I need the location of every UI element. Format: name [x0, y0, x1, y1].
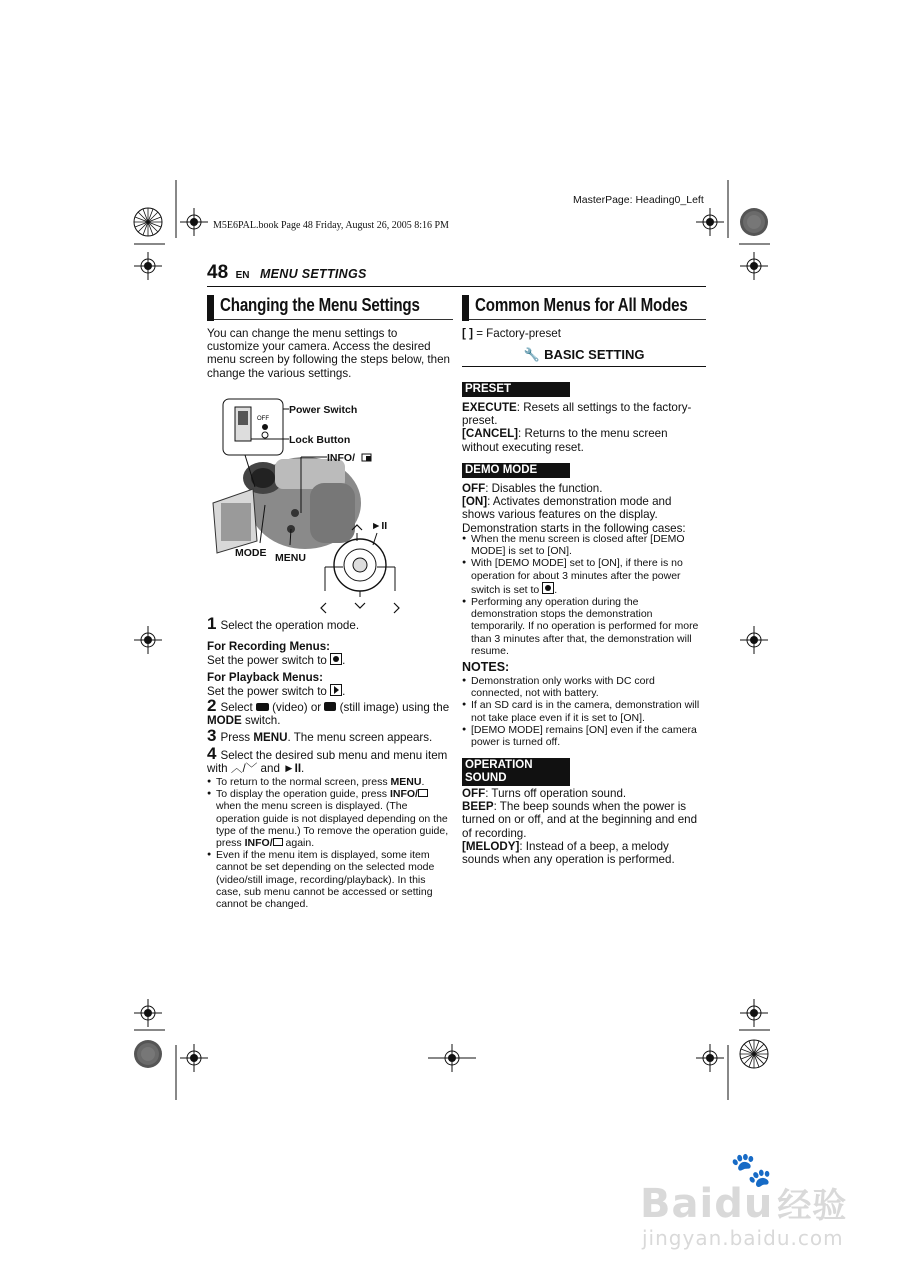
bullet-1-a: To return to the normal screen, press: [216, 776, 388, 788]
list-item: [462, 699, 706, 723]
play-pause-label: ►II: [371, 520, 388, 532]
recording-menus-title: For Recording Menus:: [207, 640, 331, 653]
preset-desc: [462, 401, 706, 454]
recording-menus: For Recording Menus: Set the power switch to .: [207, 640, 453, 667]
step-1-number: 1: [207, 614, 217, 633]
right-heading-text: Common Menus for All Modes: [475, 295, 688, 315]
step-2-c: (still image) using the: [339, 701, 450, 714]
demo-bullet-2-end: .: [554, 583, 558, 596]
dpad: [334, 539, 386, 591]
list-item: [207, 776, 451, 788]
right-heading: [462, 293, 706, 320]
camcorder-body: [213, 457, 361, 553]
step-2: [207, 696, 453, 728]
power-switch-label: Power Switch: [289, 404, 358, 416]
demo-off-value: : Disables the function.: [485, 482, 603, 495]
recording-menus-text: Set the power switch to: [207, 654, 327, 668]
playback-menus-title: For Playback Menus:: [207, 671, 323, 684]
notes-list: [462, 675, 706, 748]
step-2-b: (video) or: [272, 701, 322, 714]
demo-off-key: OFF: [462, 482, 486, 495]
lock-button-label: Lock Button: [289, 434, 351, 446]
step-3-a: Press: [220, 731, 251, 744]
page-lang: EN: [235, 270, 250, 281]
bullet-2-d: INFO/: [244, 837, 273, 850]
demo-desc: [462, 482, 706, 535]
operation-sound-label: [462, 758, 570, 786]
basic-setting-label: BASIC SETTING: [544, 347, 645, 362]
sound-melody-value: : Instead of a beep, a melody sounds when any operation is performed.: [462, 839, 675, 867]
watermark-brand: Baidu: [640, 1181, 774, 1227]
paw-icon: 🐾: [730, 1150, 773, 1190]
step-2-e: switch.: [245, 714, 281, 728]
notes-title: NOTES:: [462, 660, 510, 674]
section-title: MENU SETTINGS: [259, 267, 367, 281]
step-4-c: ►II: [283, 762, 302, 776]
left-heading: [207, 293, 453, 320]
sound-off-key: OFF: [462, 787, 486, 800]
masterpage-label: MasterPage: Heading0_Left: [573, 194, 704, 206]
mode-label: MODE: [235, 547, 267, 559]
operation-sound-label-2: SOUND: [465, 772, 507, 784]
demo-mode-label: DEMO MODE: [462, 463, 570, 478]
step-3-number: 3: [207, 726, 217, 745]
watermark-url: jingyan.baidu.com: [642, 1226, 844, 1250]
step-3: [207, 726, 453, 745]
camcorder-diagram: [205, 393, 455, 615]
off-label: OFF: [257, 416, 269, 422]
demo-bullet-2: With [DEMO MODE] set to [ON], if there is no operation for about 3 minutes after the power switch is set to: [471, 557, 683, 596]
page-number: 48: [207, 262, 229, 283]
sound-off-value: : Turns off operation sound.: [485, 787, 627, 800]
preset-label: PRESET: [462, 382, 570, 397]
step-4-number: 4: [207, 744, 217, 763]
basic-setting-title: [462, 346, 706, 367]
step-2-a: Select: [220, 701, 253, 714]
list-item: [207, 849, 451, 910]
bullet-2-b: INFO/: [389, 788, 418, 801]
step-3-c: . The menu screen appears.: [287, 731, 433, 744]
left-bullets: [207, 776, 451, 910]
note-2: If an SD card is in the camera, demonstration will not take place even if it is set to [ON].: [471, 699, 700, 724]
info-label: INFO/: [327, 452, 355, 464]
step-2-number: 2: [207, 696, 217, 715]
step-3-b: MENU: [253, 731, 288, 744]
sound-desc: [462, 787, 706, 866]
list-item: [462, 596, 706, 657]
playback-menus: For Playback Menus: Set the power switch to .: [207, 671, 453, 698]
playback-menus-text: Set the power switch to: [207, 685, 327, 699]
operation-sound-label-1: OPERATION: [465, 759, 533, 771]
demo-starts: Demonstration starts in the following cases:: [462, 521, 686, 535]
note-3: [DEMO MODE] remains [ON] even if the camera power is turned off.: [471, 723, 697, 749]
down-arrow-icon: ﹀: [245, 762, 258, 776]
step-1-text: Select the operation mode.: [220, 619, 360, 632]
info-icon: [273, 838, 283, 846]
step-4-a: Select the desired sub menu and menu item with: [207, 749, 448, 776]
record-mode-icon: [542, 582, 554, 594]
step-4: 4 Select the desired sub menu and menu item with ︿/﹀ and ►II.: [207, 744, 448, 776]
sound-beep-value: : The beep sounds when the power is turned on or off, and at the beginning and end of recording.: [462, 800, 698, 840]
bullet-2-c: when the menu screen is displayed. (The operation guide is not displayed depending on the type of the menu.) To remove the operation guide, press: [216, 800, 449, 850]
wrench-icon: 🔧: [523, 347, 540, 362]
record-mode-icon: [330, 653, 342, 665]
preset-execute-value: : Resets all settings to the factory-preset.: [462, 401, 692, 428]
bullet-1-c: .: [421, 776, 425, 788]
step-4-d: .: [301, 762, 305, 776]
factory-preset-note: [462, 327, 706, 340]
list-item: [462, 675, 706, 699]
bullet-1-b: MENU: [390, 776, 422, 788]
step-1: [207, 614, 453, 633]
bullet-2-e: again.: [285, 837, 315, 850]
info-icon: [418, 789, 428, 797]
power-switch-inset: [223, 399, 283, 455]
sound-beep-key: BEEP: [462, 800, 494, 814]
up-arrow-icon: ︿: [230, 762, 243, 776]
bullet-2-a: To display the operation guide, press: [216, 788, 388, 801]
sound-melody-key: [MELODY]: [462, 839, 520, 853]
step-4-b: and: [260, 762, 280, 776]
camera-icon: [324, 702, 336, 711]
bullet-3: Even if the menu item is displayed, some item cannot be set depending on the selected mode (video/still image, recording/playback). In this case, sub menu cannot be accessed or setting cannot be changed.: [216, 849, 435, 911]
menu-label: MENU: [275, 552, 306, 564]
preset-note-text: = Factory-preset: [476, 327, 561, 340]
demo-bullets: [462, 533, 706, 657]
demo-bullet-1: When the menu screen is closed after [DEMO MODE] is set to [ON].: [471, 533, 685, 558]
preset-brackets: [ ]: [462, 327, 473, 340]
list-item: [462, 557, 706, 596]
preset-cancel-key: [CANCEL]: [462, 427, 519, 441]
page-header: [207, 262, 706, 287]
list-item: [207, 788, 451, 849]
step-2-d: MODE: [207, 714, 242, 728]
note-1: Demonstration only works with DC cord connected, not with battery.: [471, 675, 655, 700]
watermark-cn: 经验: [777, 1186, 848, 1226]
demo-bullet-3: Performing any operation during the demonstration stops the demonstration temporarily. If no operation is performed for more than 3 minutes after that, the demonstration will resume.: [471, 596, 699, 657]
video-icon: [256, 703, 269, 711]
play-mode-icon: [330, 684, 342, 696]
left-heading-text: Changing the Menu Settings: [220, 295, 420, 315]
list-item: [462, 724, 706, 748]
demo-on-key: [ON]: [462, 495, 488, 509]
baidu-watermark: [640, 1150, 880, 1250]
left-intro: You can change the menu settings to customize your camera. Access the desired menu screen by following the steps below, then change the various settings.: [207, 327, 450, 380]
file-info: M5E6PAL.book Page 48 Friday, August 26, 2005 8:16 PM: [213, 220, 449, 231]
preset-execute-key: EXECUTE: [462, 401, 517, 414]
list-item: [462, 533, 706, 557]
preset-cancel-value: : Returns to the menu screen without executing reset.: [462, 427, 668, 454]
demo-on-value: : Activates demonstration mode and shows various features on the display.: [462, 495, 672, 522]
